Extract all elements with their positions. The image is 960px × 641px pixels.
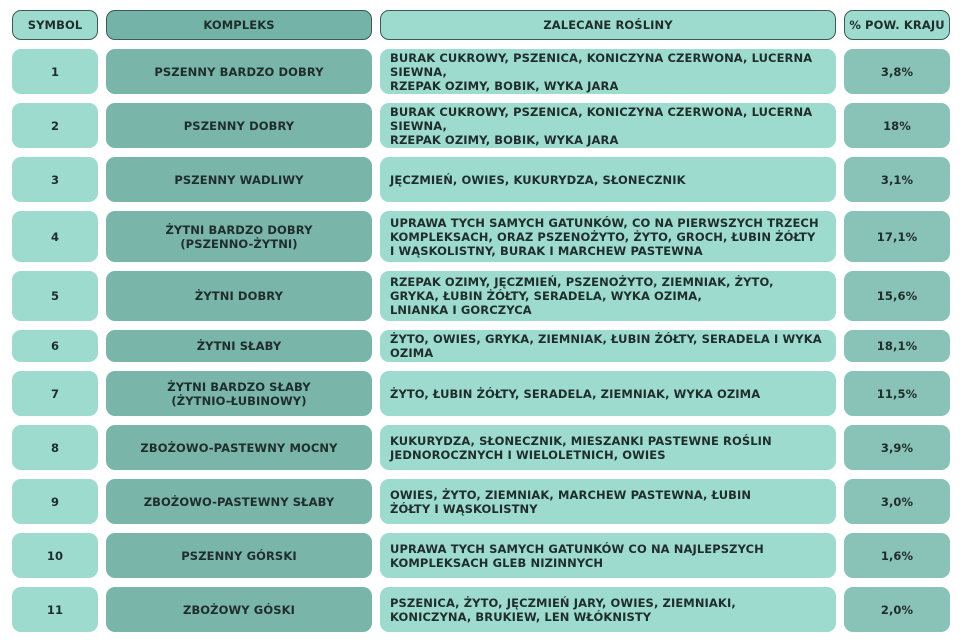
rosliny-cell	[380, 587, 836, 632]
symbol-cell	[12, 425, 98, 470]
kompleks-cell-text: ŻYTNI DOBRY	[194, 289, 284, 303]
rosliny-cell-text: PSZENICA, ŻYTO, JĘCZMIEŃ JARY, OWIES, ZIEMNIAKI, KONICZYNA, BRUKIEW, LEN WŁÓKNISTY	[390, 595, 736, 624]
table-row	[12, 479, 950, 524]
kompleks-cell-text: PSZENNY WADLIWY	[174, 172, 304, 187]
table-row	[12, 157, 950, 202]
rosliny-cell	[380, 271, 836, 321]
rosliny-cell-text: BURAK CUKROWY, PSZENICA, KONICZYNA CZERWONA, LUCERNA SIEWNA, RZEPAK OZIMY, BOBIK, WYKA JARA	[390, 104, 813, 147]
symbol-cell-text: 2	[50, 118, 60, 133]
table-header-row	[12, 10, 950, 40]
kompleks-cell	[106, 479, 372, 524]
symbol-cell-text: 9	[50, 494, 60, 509]
pow-cell-text: 15,6%	[876, 289, 918, 303]
kompleks-cell	[106, 425, 372, 470]
table-row	[12, 330, 950, 362]
header-symbol: SYMBOL	[12, 10, 98, 40]
pow-cell-text: 1,6%	[880, 548, 914, 563]
pow-cell-text: 3,8%	[880, 64, 914, 79]
pow-cell-text: 2,0%	[880, 602, 914, 617]
kompleks-cell-text: ZBOŻOWY GÓSKI	[183, 602, 295, 617]
kompleks-cell	[106, 103, 372, 148]
pow-cell	[844, 479, 950, 524]
rosliny-cell-text: UPRAWA TYCH SAMYCH GATUNKÓW CO NA NAJLEPSZYCH KOMPLEKSACH GLEB NIZINNYCH	[390, 541, 764, 570]
table-row	[12, 271, 950, 321]
symbol-cell	[12, 103, 98, 148]
table-row	[12, 587, 950, 632]
rosliny-cell	[380, 330, 836, 362]
table-row	[12, 425, 950, 470]
symbol-cell	[12, 587, 98, 632]
table-row	[12, 49, 950, 94]
kompleks-cell-text: PSZENNY BARDZO DOBRY	[154, 64, 324, 79]
rosliny-cell	[380, 49, 836, 94]
symbol-cell-text: 11	[46, 602, 64, 617]
pow-cell-text: 17,1%	[876, 229, 918, 244]
symbol-cell-text: 3	[50, 172, 60, 187]
pow-cell	[844, 103, 950, 148]
symbol-cell	[12, 533, 98, 578]
kompleks-cell-text: ŻYTNI BARDZO DOBRY (PSZENNO-ŻYTNI)	[165, 222, 313, 251]
symbol-cell-text: 5	[50, 289, 60, 303]
symbol-cell	[12, 211, 98, 262]
symbol-cell	[12, 371, 98, 416]
pow-cell-text: 18%	[883, 118, 911, 133]
symbol-cell-text: 7	[50, 386, 60, 401]
rosliny-cell	[380, 103, 836, 148]
pow-cell-text: 18,1%	[876, 339, 918, 353]
rosliny-cell-text: KUKURYDZA, SŁONECZNIK, MIESZANKI PASTEWNE ROŚLIN JEDNOROCZNYCH I WIELOLETNICH, OWIES	[390, 433, 772, 462]
kompleks-cell-text: PSZENNY GÓRSKI	[181, 548, 297, 563]
rosliny-cell-text: JĘCZMIEŃ, OWIES, KUKURYDZA, SŁONECZNIK	[390, 172, 686, 187]
rosliny-cell	[380, 371, 836, 416]
kompleks-cell-text: ŻYTNI SŁABY	[196, 339, 282, 353]
symbol-cell-text: 10	[46, 548, 64, 563]
pow-cell	[844, 425, 950, 470]
kompleks-cell	[106, 371, 372, 416]
pow-cell	[844, 533, 950, 578]
pow-cell	[844, 271, 950, 321]
pow-cell-text: 11,5%	[876, 386, 918, 401]
kompleks-cell	[106, 211, 372, 262]
rosliny-cell-text: BURAK CUKROWY, PSZENICA, KONICZYNA CZERWONA, LUCERNA SIEWNA, RZEPAK OZIMY, BOBIK, WYKA JARA	[390, 50, 813, 93]
rosliny-cell	[380, 157, 836, 202]
rosliny-cell-text: ŻYTO, OWIES, GRYKA, ZIEMNIAK, ŁUBIN ŻÓŁTY, SERADELA I WYKA OZIMA	[390, 332, 822, 360]
rosliny-cell-text: OWIES, ŻYTO, ZIEMNIAK, MARCHEW PASTEWNA, ŁUBIN ŻÓŁTY I WĄSKOLISTNY	[390, 487, 752, 516]
pow-cell-text: 3,9%	[880, 440, 914, 455]
symbol-cell	[12, 330, 98, 362]
kompleks-cell	[106, 49, 372, 94]
symbol-cell-text: 1	[50, 64, 60, 79]
symbol-cell	[12, 49, 98, 94]
symbol-cell-text: 4	[50, 229, 60, 244]
pow-cell-text: 3,1%	[880, 172, 914, 187]
soil-complex-table	[12, 10, 950, 641]
symbol-cell	[12, 271, 98, 321]
kompleks-cell	[106, 587, 372, 632]
symbol-cell-text: 8	[50, 440, 60, 455]
symbol-cell-text: 6	[50, 339, 60, 353]
pow-cell	[844, 157, 950, 202]
kompleks-cell-text: ZBOŻOWO-PASTEWNY MOCNY	[140, 440, 338, 455]
pow-cell	[844, 330, 950, 362]
header-kompleks: KOMPLEKS	[106, 10, 372, 40]
pow-cell	[844, 49, 950, 94]
kompleks-cell	[106, 330, 372, 362]
pow-cell	[844, 371, 950, 416]
rosliny-cell	[380, 211, 836, 262]
rosliny-cell	[380, 479, 836, 524]
kompleks-cell	[106, 533, 372, 578]
kompleks-cell-text: ZBOŻOWO-PASTEWNY SŁABY	[143, 494, 335, 509]
kompleks-cell	[106, 271, 372, 321]
rosliny-cell-text: RZEPAK OZIMY, JĘCZMIEŃ, PSZENOŻYTO, ZIEMNIAK, ŻYTO, GRYKA, ŁUBIN ŻÓŁTY, SERADELA, WYKA OZIMA, LNIANKA I GORCZYCA	[390, 275, 774, 317]
table-body	[12, 49, 950, 632]
rosliny-cell	[380, 533, 836, 578]
header-rosliny: ZALECANE ROŚLINY	[380, 10, 836, 40]
pow-cell	[844, 587, 950, 632]
kompleks-cell	[106, 157, 372, 202]
pow-cell-text: 3,0%	[880, 494, 914, 509]
rosliny-cell-text: UPRAWA TYCH SAMYCH GATUNKÓW, CO NA PIERWSZYCH TRZECH KOMPLEKSACH, ORAZ PSZENOŻYTO, ŻYTO, GROCH, ŁUBIN ŻÓŁTY I WĄSKOLISTNY, BURAK I MARCHEW PASTEWNA	[390, 215, 819, 258]
rosliny-cell-text: ŻYTO, ŁUBIN ŻÓŁTY, SERADELA, ZIEMNIAK, WYKA OZIMA	[390, 386, 761, 401]
symbol-cell	[12, 479, 98, 524]
table-row	[12, 533, 950, 578]
kompleks-cell-text: ŻYTNI BARDZO SŁABY (ŻYTNIO-ŁUBINOWY)	[167, 379, 311, 408]
rosliny-cell	[380, 425, 836, 470]
header-pow: % POW. KRAJU	[844, 10, 950, 40]
table-row	[12, 211, 950, 262]
table-row	[12, 103, 950, 148]
pow-cell	[844, 211, 950, 262]
kompleks-cell-text: PSZENNY DOBRY	[183, 118, 295, 133]
symbol-cell	[12, 157, 98, 202]
table-row	[12, 371, 950, 416]
